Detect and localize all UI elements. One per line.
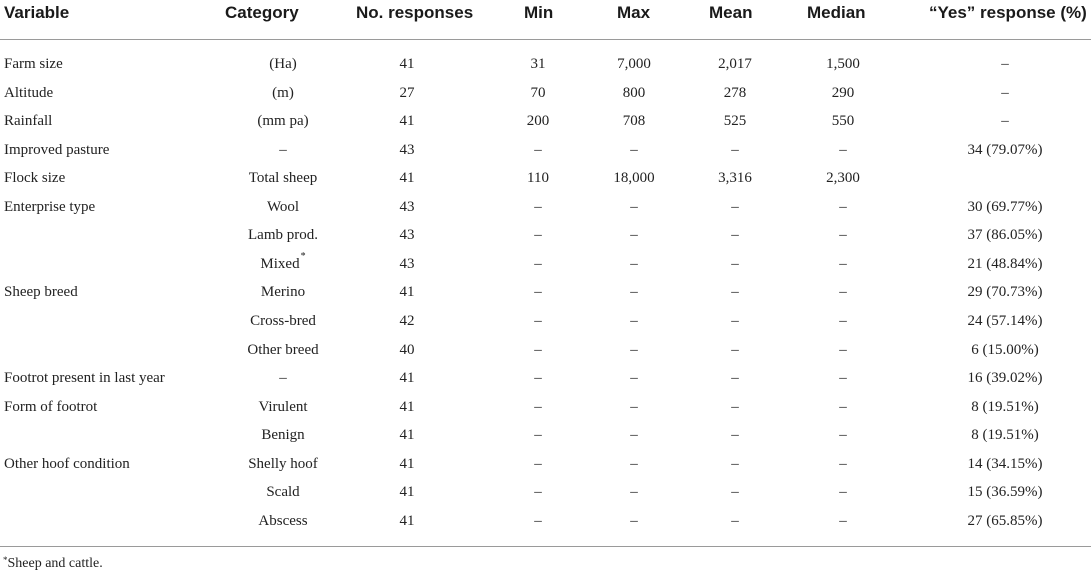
row-max-text: – <box>630 513 638 529</box>
row-yes-response-text: – <box>1001 113 1009 129</box>
header-responses: No. responses <box>356 3 474 22</box>
row-category <box>183 250 383 278</box>
row-responses-text: 41 <box>399 484 415 500</box>
row-yes-response <box>930 336 1080 364</box>
row-median <box>773 421 913 449</box>
row-variable <box>4 450 130 478</box>
row-category-text: Cross-bred <box>250 313 316 329</box>
header-mean: Mean <box>709 3 753 22</box>
row-responses-text: 41 <box>399 170 415 186</box>
row-responses-text: 43 <box>399 256 415 272</box>
row-yes-response <box>930 364 1080 392</box>
footnote <box>3 555 103 573</box>
row-max-text: 708 <box>622 113 646 129</box>
header-rule <box>0 39 1091 40</box>
row-yes-response <box>930 221 1080 249</box>
row-variable-text: Form of footrot <box>4 399 98 415</box>
row-yes-response <box>930 79 1080 107</box>
row-responses <box>357 478 457 506</box>
row-responses <box>357 50 457 78</box>
row-responses-text: 41 <box>399 399 415 415</box>
row-median-text: – <box>839 427 847 443</box>
row-variable-text: Enterprise type <box>4 199 96 215</box>
row-yes-response-text: 27 (65.85%) <box>967 513 1043 529</box>
row-category <box>183 307 383 335</box>
row-median <box>773 164 913 192</box>
row-yes-response <box>930 250 1080 278</box>
row-mean-text: – <box>731 342 739 358</box>
row-responses-text: 41 <box>399 370 415 386</box>
row-yes-response <box>930 307 1080 335</box>
row-responses-text: 43 <box>399 142 415 158</box>
row-median-text: 290 <box>831 85 855 101</box>
row-yes-response-text: 16 (39.02%) <box>967 370 1043 386</box>
row-median <box>773 307 913 335</box>
row-category-text: Virulent <box>258 399 308 415</box>
row-responses-text: 41 <box>399 427 415 443</box>
row-min-text: – <box>534 342 542 358</box>
row-responses-text: 43 <box>399 199 415 215</box>
footnote-text: Sheep and cattle. <box>7 556 103 571</box>
row-responses <box>357 364 457 392</box>
row-max-text: – <box>630 284 638 300</box>
row-category <box>183 221 383 249</box>
row-category <box>183 278 383 306</box>
row-variable-text: Other hoof condition <box>4 456 130 472</box>
row-responses <box>357 278 457 306</box>
row-responses <box>357 136 457 164</box>
row-median <box>773 107 913 135</box>
row-mean-text: 3,316 <box>718 170 752 186</box>
header-median: Median <box>807 3 866 22</box>
bottom-rule <box>0 546 1091 547</box>
row-category-text: Other breed <box>247 342 319 358</box>
row-yes-response <box>930 278 1080 306</box>
row-min-text: – <box>534 399 542 415</box>
row-min-text: 200 <box>526 113 550 129</box>
row-median-text: – <box>839 484 847 500</box>
table-row <box>0 478 1091 506</box>
row-min-text: 110 <box>527 170 549 186</box>
row-median <box>773 250 913 278</box>
row-median-text: – <box>839 456 847 472</box>
row-category <box>183 364 383 392</box>
row-median-text: – <box>839 399 847 415</box>
row-yes-response-text: – <box>1001 56 1009 72</box>
footnote-marker: * <box>300 251 306 262</box>
row-category-text: Abscess <box>258 513 308 529</box>
row-yes-response <box>930 136 1080 164</box>
table-row <box>0 136 1091 164</box>
row-median <box>773 221 913 249</box>
row-min-text: – <box>534 427 542 443</box>
row-category <box>183 79 383 107</box>
row-median-text: – <box>839 199 847 215</box>
row-responses <box>357 393 457 421</box>
row-responses-text: 27 <box>399 85 415 101</box>
row-variable-text: Flock size <box>4 170 66 186</box>
row-category <box>183 50 383 78</box>
row-mean-text: – <box>731 313 739 329</box>
row-median <box>773 393 913 421</box>
row-responses-text: 43 <box>399 227 415 243</box>
row-median <box>773 193 913 221</box>
table-row <box>0 364 1091 392</box>
row-category <box>183 507 383 535</box>
row-category-text: Merino <box>260 284 306 300</box>
row-median-text: – <box>839 370 847 386</box>
row-max-text: – <box>630 227 638 243</box>
row-responses <box>357 450 457 478</box>
row-variable-text: Sheep breed <box>4 284 78 300</box>
row-variable <box>4 136 109 164</box>
row-mean-text: – <box>731 370 739 386</box>
row-min-text: – <box>534 313 542 329</box>
row-min-text: – <box>534 142 542 158</box>
row-responses-text: 41 <box>399 56 415 72</box>
row-responses-text: 40 <box>399 342 415 358</box>
row-variable <box>4 364 165 392</box>
row-mean-text: – <box>731 199 739 215</box>
table-row <box>0 450 1091 478</box>
row-min-text: 70 <box>530 85 546 101</box>
row-variable <box>4 278 78 306</box>
row-category-text: Shelly hoof <box>248 456 318 472</box>
header-min: Min <box>524 3 554 22</box>
row-category <box>183 478 383 506</box>
row-median-text: – <box>839 513 847 529</box>
row-max-text: – <box>630 142 638 158</box>
row-min-text: – <box>534 199 542 215</box>
table-row <box>0 421 1091 449</box>
row-mean-text: – <box>731 256 739 272</box>
table-row <box>0 193 1091 221</box>
row-mean-text: – <box>731 427 739 443</box>
row-min-text: – <box>534 227 542 243</box>
row-yes-response-text: 21 (48.84%) <box>967 256 1043 272</box>
row-median <box>773 50 913 78</box>
header-category: Category <box>225 3 299 22</box>
row-yes-response-text: 8 (19.51%) <box>971 427 1039 443</box>
row-responses <box>357 193 457 221</box>
row-yes-response-text: 8 (19.51%) <box>971 399 1039 415</box>
row-category-text: (Ha) <box>269 56 297 72</box>
row-yes-response-text: 34 (79.07%) <box>967 142 1043 158</box>
row-responses <box>357 221 457 249</box>
row-yes-response-text: 24 (57.14%) <box>967 313 1043 329</box>
row-category-text: Benign <box>261 427 305 443</box>
row-responses <box>357 164 457 192</box>
row-max-text: – <box>630 199 638 215</box>
row-median <box>773 450 913 478</box>
row-yes-response <box>930 164 1080 192</box>
row-variable <box>4 164 65 192</box>
row-min-text: – <box>534 256 542 272</box>
row-variable-text: Footrot present in last year <box>4 370 165 386</box>
row-yes-response-text: 37 (86.05%) <box>967 227 1043 243</box>
row-mean-text: – <box>731 284 739 300</box>
row-yes-response <box>930 193 1080 221</box>
header-variable: Variable <box>4 3 70 22</box>
row-max-text: – <box>630 256 638 272</box>
row-category-text: – <box>279 142 287 158</box>
row-mean-text: 278 <box>723 85 747 101</box>
row-max-text: – <box>630 370 638 386</box>
row-variable <box>4 393 97 421</box>
row-responses <box>357 250 457 278</box>
row-median-text: – <box>839 342 847 358</box>
table-row <box>0 336 1091 364</box>
row-median-text: – <box>839 256 847 272</box>
row-mean-text: 2,017 <box>718 56 752 72</box>
row-median <box>773 364 913 392</box>
row-category <box>183 450 383 478</box>
row-yes-response-text: – <box>1001 85 1009 101</box>
row-median <box>773 336 913 364</box>
row-category <box>183 421 383 449</box>
row-median-text: – <box>839 142 847 158</box>
row-category-text: Mixed <box>260 256 300 272</box>
row-median-text: – <box>839 313 847 329</box>
table-row <box>0 393 1091 421</box>
row-responses-text: 41 <box>399 456 415 472</box>
row-median-text: – <box>839 284 847 300</box>
row-max-text: 800 <box>622 85 646 101</box>
row-yes-response-text: 30 (69.77%) <box>967 199 1043 215</box>
row-max-text: – <box>630 399 638 415</box>
row-yes-response <box>930 393 1080 421</box>
row-yes-response <box>930 507 1080 535</box>
row-variable-text: Altitude <box>4 85 54 101</box>
row-median-text: – <box>839 227 847 243</box>
row-responses <box>357 336 457 364</box>
row-min-text: – <box>534 484 542 500</box>
table-row <box>0 221 1091 249</box>
row-responses-text: 41 <box>399 284 415 300</box>
row-median <box>773 136 913 164</box>
row-category-text: Lamb prod. <box>248 227 318 243</box>
table-row <box>0 164 1091 192</box>
row-responses-text: 41 <box>399 513 415 529</box>
row-median <box>773 478 913 506</box>
row-category-text: – <box>279 370 287 386</box>
row-yes-response <box>930 50 1080 78</box>
row-yes-response <box>930 450 1080 478</box>
row-max-text: 18,000 <box>613 170 655 186</box>
row-responses <box>357 79 457 107</box>
row-median-text: 1,500 <box>826 56 860 72</box>
header-yes-response: “Yes” response (%) <box>929 3 1087 22</box>
row-variable-text: Rainfall <box>4 113 53 129</box>
row-max-text: – <box>630 427 638 443</box>
row-mean-text: 525 <box>723 113 747 129</box>
row-responses-text: 42 <box>399 313 415 329</box>
row-responses <box>357 307 457 335</box>
row-mean-text: – <box>731 513 739 529</box>
row-category-text: (mm pa) <box>257 113 309 129</box>
row-median <box>773 79 913 107</box>
row-category <box>183 136 383 164</box>
row-max-text: – <box>630 313 638 329</box>
row-min-text: – <box>534 456 542 472</box>
table-row <box>0 50 1091 78</box>
row-median-text: 550 <box>831 113 855 129</box>
row-median-text: 2,300 <box>826 170 860 186</box>
row-variable <box>4 79 53 107</box>
row-min-text: – <box>534 513 542 529</box>
row-yes-response-text: 6 (15.00%) <box>971 342 1039 358</box>
row-category <box>183 107 383 135</box>
row-median <box>773 278 913 306</box>
table-row <box>0 307 1091 335</box>
table-row <box>0 278 1091 306</box>
row-mean-text: – <box>731 456 739 472</box>
table-row <box>0 507 1091 535</box>
row-max-text: 7,000 <box>617 56 651 72</box>
row-category <box>183 164 383 192</box>
row-yes-response-text: 29 (70.73%) <box>967 284 1043 300</box>
row-category <box>183 393 383 421</box>
row-yes-response <box>930 421 1080 449</box>
row-mean-text: – <box>731 227 739 243</box>
row-yes-response-text: 15 (36.59%) <box>967 484 1043 500</box>
row-responses <box>357 421 457 449</box>
row-max-text: – <box>630 484 638 500</box>
row-mean-text: – <box>731 142 739 158</box>
table-row <box>0 79 1091 107</box>
row-variable <box>4 107 52 135</box>
row-category <box>183 336 383 364</box>
row-yes-response <box>930 107 1080 135</box>
row-category <box>183 193 383 221</box>
table-row <box>0 107 1091 135</box>
row-variable <box>4 193 95 221</box>
row-yes-response <box>930 478 1080 506</box>
row-category-text: Total sheep <box>248 170 318 186</box>
row-variable-text: Improved pasture <box>4 142 110 158</box>
row-category-text: (m) <box>272 85 294 101</box>
row-category-text: Wool <box>266 199 300 215</box>
footnote-marker: * <box>3 555 8 565</box>
row-responses-text: 41 <box>399 113 415 129</box>
row-mean-text: – <box>731 399 739 415</box>
row-max-text: – <box>630 456 638 472</box>
header-max: Max <box>617 3 651 22</box>
row-mean-text: – <box>731 484 739 500</box>
row-yes-response-text: 14 (34.15%) <box>967 456 1043 472</box>
row-min-text: – <box>534 370 542 386</box>
row-max-text: – <box>630 342 638 358</box>
row-variable-text: Farm size <box>4 56 63 72</box>
row-min-text: 31 <box>530 56 546 72</box>
table-row <box>0 250 1091 278</box>
row-responses <box>357 107 457 135</box>
row-median <box>773 507 913 535</box>
row-category-text: Scald <box>266 484 300 500</box>
row-variable <box>4 50 63 78</box>
row-min-text: – <box>534 284 542 300</box>
row-responses <box>357 507 457 535</box>
